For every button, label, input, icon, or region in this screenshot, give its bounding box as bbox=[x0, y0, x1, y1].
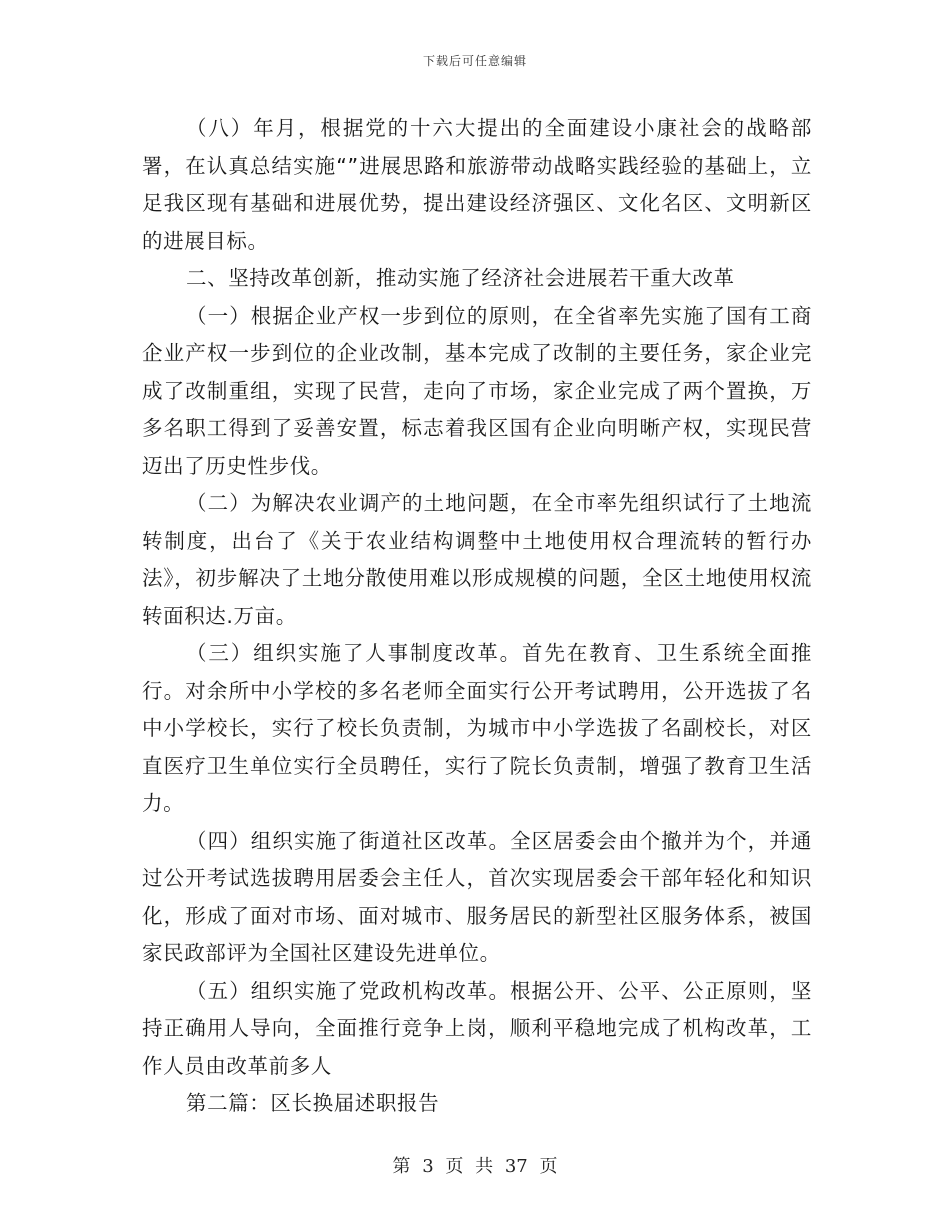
paragraph-1: （一）根据企业产权一步到位的原则，在全省率先实施了国有工商企业产权一步到位的企业改制，基本完成了改制的主要任务，家企业完成了改制重组，实现了民营，走向了市场，家企业完成了两个置换，万多名职工得到了妥善安置，标志着我区国有企业向明晰产权，实现民营迈出了历史性步伐。 bbox=[142, 303, 812, 478]
document-body bbox=[142, 110, 812, 1123]
section-heading-2: 二、坚持改革创新，推动实施了经济社会进展若干重大改革 bbox=[186, 266, 735, 290]
paragraph-5: （五）组织实施了党政机构改革。根据公开、公平、公正原则，坚持正确用人导向，全面推行竞争上岗，顺利平稳地完成了机构改革，工作人员由改革前多人 bbox=[142, 978, 812, 1078]
paragraph-3: （三）组织实施了人事制度改革。首先在教育、卫生系统全面推行。对余所中小学校的多名老师全面实行公开考试聘用，公开选拔了名中小学校长，实行了校长负责制，为城市中小学选拔了名副校长，对区直医疗卫生单位实行全员聘任，实行了院长负责制，增强了教育卫生活力。 bbox=[142, 641, 812, 815]
page-header: 下载后可任意编辑 bbox=[422, 54, 527, 68]
paragraph-4: （四）组织实施了街道社区改革。全区居委会由个撤并为个，并通过公开考试选拔聘用居委会主任人，首次实现居委会干部年轻化和知识化，形成了面对市场、面对城市、服务居民的新型社区服务体系，被国家民政部评为全国社区建设先进单位。 bbox=[142, 828, 812, 965]
paragraph-2: （二）为解决农业调产的土地问题，在全市率先组织试行了土地流转制度，出台了《关于农业结构调整中土地使用权合理流转的暂行办法》，初步解决了土地分散使用难以形成规模的问题，全区土地使用权流转面积达.万亩。 bbox=[142, 491, 812, 628]
page-number: 第 3 页 共 37 页 bbox=[392, 1156, 558, 1177]
chapter-title: 第二篇：区长换届述职报告 bbox=[186, 1091, 440, 1115]
paragraph-8: （八）年月，根据党的十六大提出的全面建设小康社会的战略部署，在认真总结实施“”进展思路和旅游带动战略实践经验的基础上，立足我区现有基础和进展优势，提出建设经济强区、文化名区、文明新区的进展目标。 bbox=[142, 116, 812, 253]
